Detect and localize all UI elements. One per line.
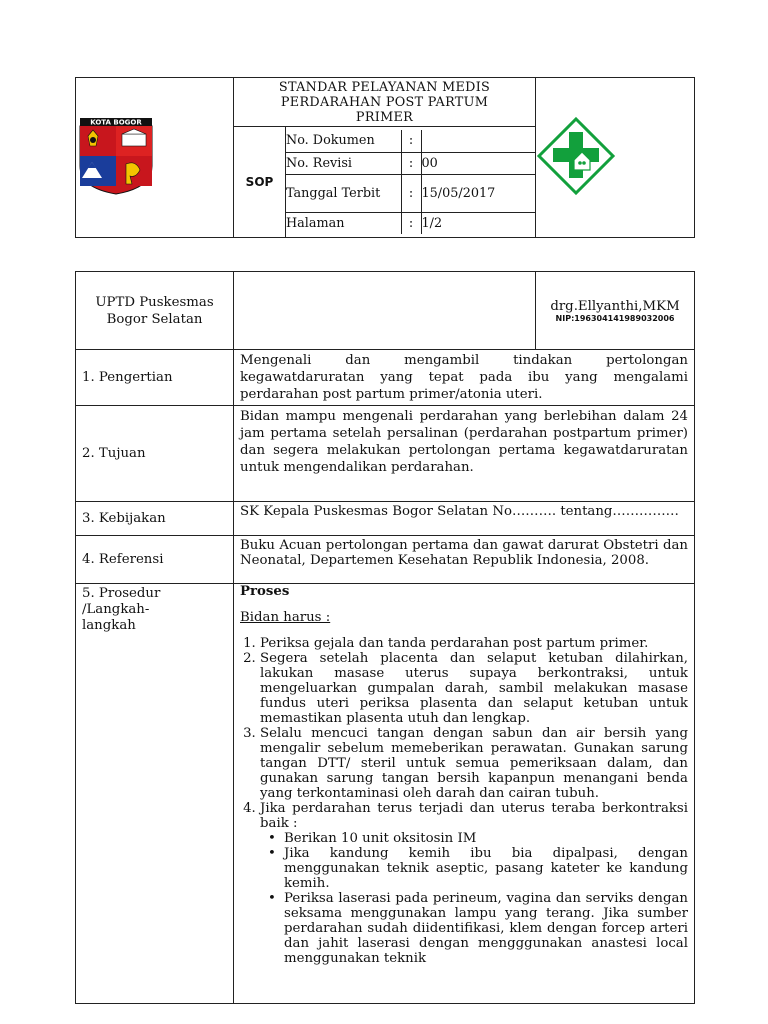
signer-nip: NIP:196304141989032006 <box>555 313 675 323</box>
meta-value: 1/2 <box>421 212 535 234</box>
row-text: Buku Acuan pertolongan pertama dan gawat darurat Obstetri dan Neonatal, Departemen Kesehatan Republik Indonesia, 2008. <box>234 536 695 584</box>
meta-label: No. Revisi <box>286 152 401 174</box>
puskesmas-logo-icon <box>536 116 616 196</box>
meta-label: No. Dokumen <box>286 130 401 152</box>
row-text: SK Kepala Puskesmas Bogor Selatan No………. tentang…………… <box>234 502 695 536</box>
bullet-item: • Berikan 10 unit oksitosin IM <box>284 831 688 846</box>
meta-label: Tanggal Terbit <box>286 174 401 212</box>
city-logo-cell <box>76 78 234 238</box>
svg-text:KOTA BOGOR: KOTA BOGOR <box>90 118 142 126</box>
bullet-item: • Periksa laserasi pada perineum, vagina dan serviks dengan seksama menggunakan lampu yang terang. Jika sumber perdarahan sudah diidentifikasi, klem dengan forcep arteri dan jahit laserasi dengan mengggunakan anastesi local menggunakan teknik <box>284 891 688 966</box>
row-label: 3. Kebijakan <box>76 502 234 536</box>
sub-steps <box>260 831 688 966</box>
sop-label: SOP <box>234 127 286 238</box>
org-name: UPTD Puskesmas Bogor Selatan <box>76 272 234 350</box>
step-item: 1. Periksa gejala dan tanda perdarahan post partum primer. <box>260 636 688 651</box>
procedure-heading: Proses <box>240 584 290 599</box>
header-table <box>75 77 695 238</box>
signer-name: drg.Ellyanthi,MKM <box>550 298 680 314</box>
meta-row <box>286 212 535 234</box>
meta-sep: : <box>401 152 421 174</box>
meta-value: 15/05/2017 <box>421 174 535 212</box>
step-item: 3. Selalu mencuci tangan dengan sabun dan air bersih yang mengalir sebelum memeberikan perawatan. Gunakan sarung tangan DTT/ steril untuk semua pemeriksaan dalam, dan gunakan sarung tangan bersih kapanpun menangani benda yang terkontaminasi oleh darah dan cairan tubuh. <box>260 726 688 801</box>
row-label: 2. Tujuan <box>76 406 234 502</box>
row-label: 1. Pengertian <box>76 350 234 406</box>
document-title: STANDAR PELAYANAN MEDIS PERDARAHAN POST PARTUM PRIMER <box>234 78 536 127</box>
row-label: 4. Referensi <box>76 536 234 584</box>
puskesmas-logo-cell <box>536 78 695 238</box>
procedure-subheading: Bidan harus : <box>240 610 331 625</box>
row-text: Mengenali dan mengambil tindakan pertolongan kegawatdaruratan yang tepat pada ibu yang mengalami perdarahan post partum primer/atonia uteri. <box>234 350 695 406</box>
meta-sep: : <box>401 130 421 152</box>
meta-value: 00 <box>421 152 535 174</box>
meta-table <box>286 130 535 234</box>
row-label: 5. Prosedur /Langkah-langkah <box>76 584 234 1004</box>
meta-sep: : <box>401 174 421 212</box>
meta-row <box>286 130 535 152</box>
meta-row <box>286 174 535 212</box>
procedure-steps <box>240 636 688 966</box>
row-kebijakan <box>76 502 695 536</box>
row-referensi <box>76 536 695 584</box>
row-prosedur <box>76 584 695 1004</box>
signer-cell <box>536 272 695 350</box>
procedure-body <box>234 584 695 1004</box>
meta-value <box>421 130 535 152</box>
org-row <box>76 272 695 350</box>
meta-row <box>286 152 535 174</box>
meta-label: Halaman <box>286 212 401 234</box>
meta-cell <box>286 127 536 238</box>
content-table <box>75 271 695 1004</box>
step-item: 2. Segera setelah placenta dan selaput ketuban dilahirkan, lakukan masase uterus supaya berkontraksi, untuk mengeluarkan gumpalan darah, sambil melakukan masase fundus uteri periksa plasenta dan selaput ketuban untuk memastikan plasenta utuh dan lengkap. <box>260 651 688 726</box>
row-pengertian <box>76 350 695 406</box>
kota-bogor-crest-icon <box>76 116 156 196</box>
step-item: 4. Jika perdarahan terus terjadi dan uterus teraba berkontraksi baik : • Berikan 10 unit oksitosin IM • Jika kandung kemih ibu bia dipalpasi, dengan menggunakan teknik aseptic, pasang kateter ke kandung kemih. • Periksa laserasi pada perineum, vagina dan serviks dengan seksama menggunakan lampu yang terang. Jika sumber perdarahan sudah diidentifikasi, klem dengan forcep arteri dan jahit laserasi dengan mengggunakan anastesi local menggunakan teknik <box>260 801 688 966</box>
bullet-item: • Jika kandung kemih ibu bia dipalpasi, dengan menggunakan teknik aseptic, pasang kateter ke kandung kemih. <box>284 846 688 891</box>
row-tujuan <box>76 406 695 502</box>
sop-document <box>75 77 694 966</box>
row-text: Bidan mampu mengenali perdarahan yang berlebihan dalam 24 jam pertama setelah persalinan (perdarahan postpartum primer) dan segera melakukan pertolongan pertama kegawatdaruratan untuk mengendalikan perdarahan. <box>234 406 695 502</box>
org-spacer <box>234 272 536 350</box>
meta-sep: : <box>401 212 421 234</box>
